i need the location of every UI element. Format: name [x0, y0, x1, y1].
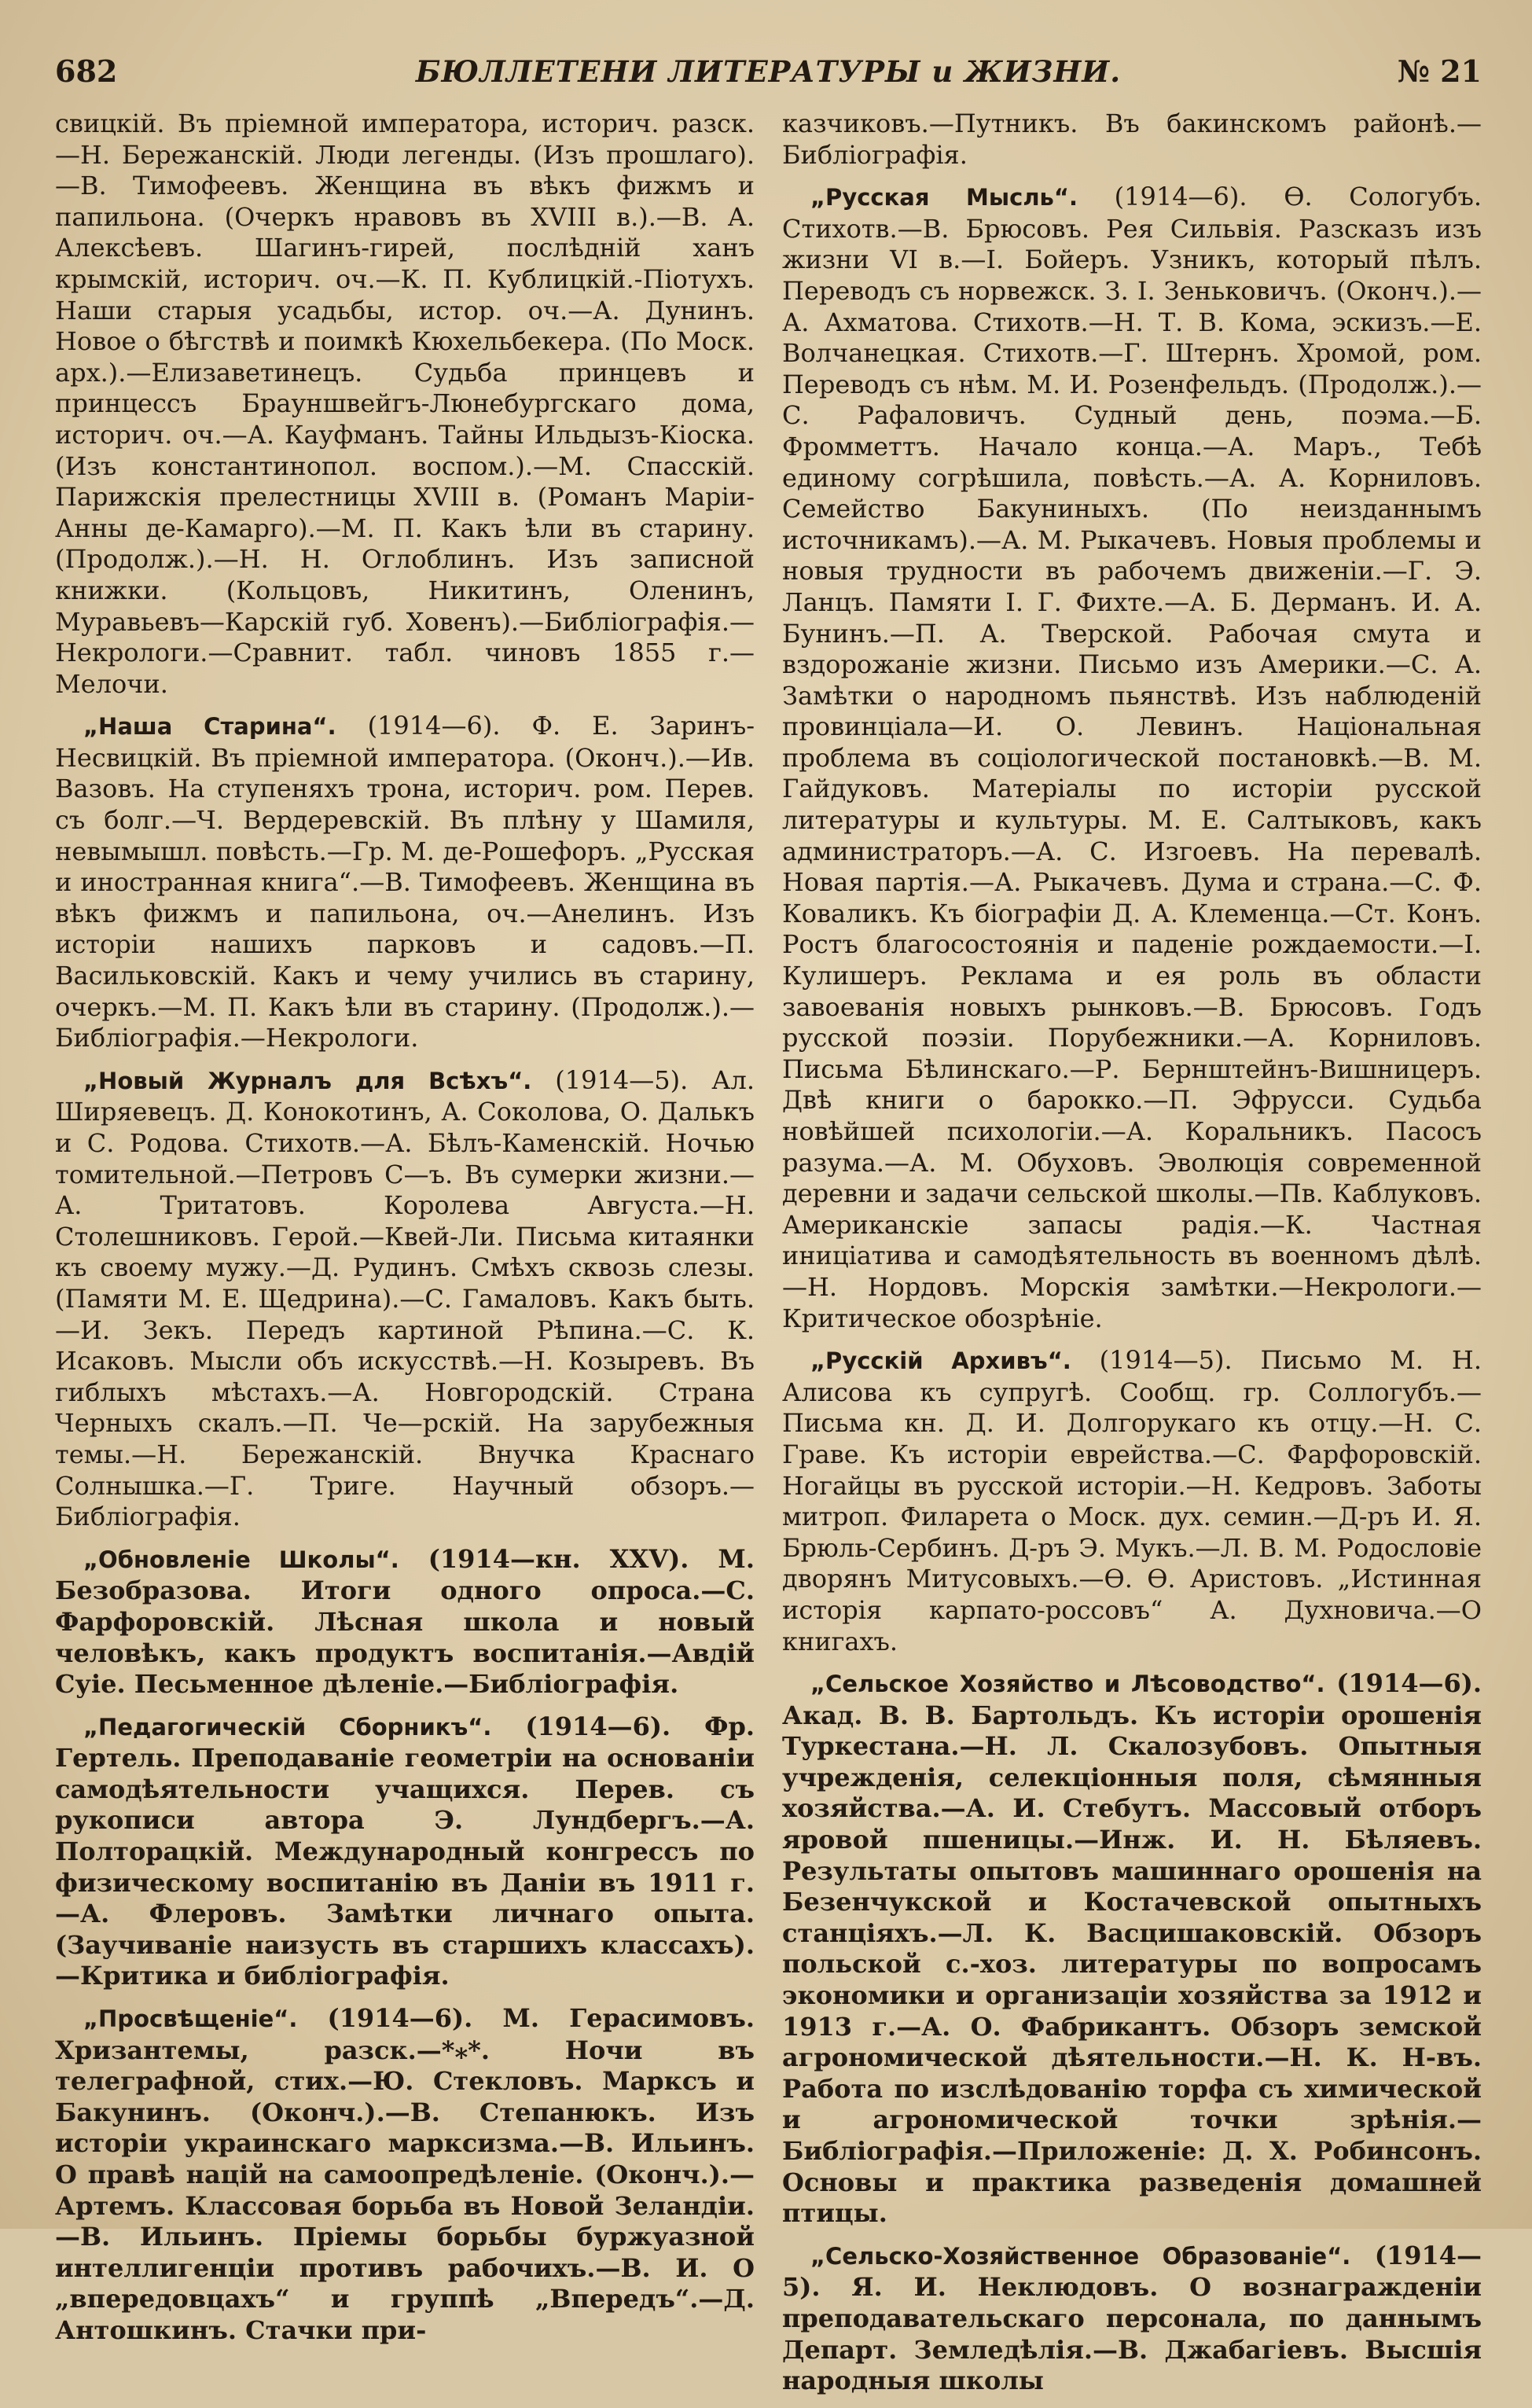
entry-pedagogicheskii-sbornik — [55, 1711, 755, 1992]
entry-continuation — [55, 108, 755, 700]
issue-number: № 21 — [1397, 53, 1482, 89]
entry-novyi-zhurnal — [55, 1065, 755, 1533]
journal-name: „Русская Мысль“. — [810, 184, 1078, 211]
entry-text: (1914—5). Я. И. Неклюдовъ. О вознагражденіи преподавательскаго персонала, по даннымъ Департ. Земледѣлія.—В. Джабагіевъ. Высшія народныя школы — [782, 2240, 1482, 2396]
journal-title: БЮЛЛЕТЕНИ ЛИТЕРАТУРЫ и ЖИЗНИ. — [415, 54, 1122, 89]
entry-text: (1914—6). Акад. В. В. Бартольдъ. Къ исторіи орошенія Туркестана.—Н. Л. Скалозубовъ. Опытныя учрежденія, селекціонныя поля, сѣмянныя хозяйства.—А. И. Стебутъ. Массовый отборъ яровой пшеницы.—Инж. И. Н. Бѣляевъ. Результаты опытовъ машиннаго орошенія на Безенчукской и Костачевской опытныхъ станціяхъ.—Л. К. Васцишаковскій. Обзоръ польской с.-хоз. литературы по вопросамъ экономики и организаціи хозяйства за 1912 и 1913 г.—А. О. Фабрикантъ. Обзоръ земской агрономической дѣятельности.—Н. К. Н-въ. Работа по изслѣдованію торфа съ химической и агрономической точки зрѣнія.—Библіографія.—Приложеніе: Д. Х. Робинсонъ. Основы и практика разведенія домашней птицы. — [782, 1668, 1482, 2229]
journal-name: „Наша Старина“. — [83, 713, 336, 741]
entry-text: (1914—6). М. Герасимовъ. Хризантемы, разск.—*⁎*. Ночи въ телеграфной, стих.—Ю. Стекловъ. Марксъ и Бакунинъ. (Оконч.).—В. Степанюкъ. Изъ исторіи украинскаго марксизма.—В. Ильинъ. О правѣ націй на самоопредѣленіе. (Оконч.).—Артемъ. Классовая борьба въ Новой Зеландіи.—В. Ильинъ. Пріемы борьбы буржуазной интеллигенціи противъ рабочихъ.—В. И. О „впередовцахъ“ и группѣ „Впередъ“.—Д. Антошкинъ. Стачки при- — [55, 2003, 755, 2345]
entry-text: (1914—6). Ѳ. Сологубъ. Стихотв.—В. Брюсовъ. Рея Сильвія. Разсказъ изъ жизни VI в.—І. Бойеръ. Узникъ, который пѣлъ. Переводъ съ норвежск. З. І. Зеньковичъ. (Оконч.).—А. Ахматова. Стихотв.—Н. Т. В. Кома, эскизъ.—Е. Волчанецкая. Стихотв.—Г. Штернъ. Хромой, ром. Переводъ съ нѣм. М. И. Розенфельдъ. (Продолж.).—С. Рафаловичъ. Судный день, поэма.—Б. Фромметтъ. Начало конца.—А. Маръ., Тебѣ единому согрѣшила, повѣсть.—А. А. Корниловъ. Семейство Бакуниныхъ. (По неизданнымъ источникамъ).—А. М. Рыкачевъ. Новыя проблемы и новыя трудности въ рабочемъ движеніи.—Г. Э. Ланцъ. Памяти І. Г. Фихте.—А. Б. Дерманъ. И. А. Бунинъ.—П. А. Тверской. Рабочая смута и вздорожаніе жизни. Письмо изъ Америки.—С. А. Замѣтки о народномъ пьянствѣ. Изъ наблюденій провинціала—И. О. Левинъ. Національная проблема въ соціологической постановкѣ.—В. М. Гайдуковъ. Матеріалы по исторіи русской литературы и культуры. М. Е. Салтыковъ, какъ администраторъ.—А. С. Изгоевъ. На перевалѣ. Новая партія.—А. Рыкачевъ. Дума и страна.—С. Ф. Коваликъ. Къ біографіи Д. А. Клеменца.—Ст. Конъ. Ростъ благосостоянія и паденіе рождаемости.—І. Кулишеръ. Реклама и ея роль въ области завоеванія новыхъ рынковъ.—В. Брюсовъ. Годъ русской поэзіи. Порубежники.—А. Корниловъ. Письма Бѣлинскаго.—Р. Бернштейнъ-Вишницеръ. Двѣ книги о барокко.—П. Эфрусси. Судьба новѣйшей психологіи.—А. Коральникъ. Пасосъ разума.—А. М. Обуховъ. Эволюція современной деревни и задачи сельской школы.—Пв. Каблуковъ. Американскіе запасы радія.—К. Частная иниціатива и самодѣятельность въ военномъ дѣлѣ.—Н. Нордовъ. Морскія замѣтки.—Некрологи.—Критическое обозрѣніе. — [782, 182, 1482, 1333]
journal-name: „Новый Журналъ для Всѣхъ“. — [83, 1067, 532, 1094]
entry-text: (1914—6). Ф. Е. Заринъ-Несвицкій. Въ пріемной императора. (Оконч.).—Ив. Вазовъ. На ступеняхъ трона, историч. ром. Перев. съ болг.—Ч. Вердеревскій. Въ плѣну у Шамиля, невымышл. повѣсть.—Гр. М. де-Рошефоръ. „Русская и иностранная книга“.—В. Тимофеевъ. Женщина въ вѣкъ фижмъ и папильона, оч.—Анелинъ. Изъ исторіи нашихъ парковъ и садовъ.—П. Васильковскій. Какъ и чему учились въ старину, очеркъ.—М. П. Какъ ѣли въ старину. (Продолж.).—Библіографія.—Некрологи. — [55, 711, 755, 1053]
entry-text: (1914—5). Ал. Ширяевецъ. Д. Конокотинъ, А. Соколова, О. Далькъ и С. Родова. Стихотв.—А. Бѣлъ-Каменскій. Ночью томительной.—Петровъ С—ъ. Въ сумерки жизни.—А. Тритатовъ. Королева Августа.—Н. Столешниковъ. Герой.—Квей-Ли. Письма китаянки къ своему мужу.—Д. Рудинъ. Смѣхъ сквозь слезы. (Памяти М. Е. Щедрина).—С. Гамаловъ. Какъ быть.—И. Зекъ. Передъ картиной Рѣпина.—С. К. Исаковъ. Мысли объ искусствѣ.—Н. Козыревъ. Въ гиблыхъ мѣстахъ.—А. Новгородскій. Страна Черныхъ скалъ.—П. Че—рскій. На зарубежныя темы.—Н. Бережанскій. Внучка Краснаго Солнышка.—Г. Тригe. Научный обзоръ.—Библіографія. — [55, 1064, 755, 1532]
entry-text: (1914—6). Фр. Гертель. Преподаваніе геометріи на основаніи самодѣятельности учащихся. Перев. съ рукописи автора Э. Лундбергъ.—А. Полторацкій. Международный конгрессъ по физическому воспитанію въ Даніи въ 1911 г.—А. Флеровъ. Замѣтки личнаго опыта. (Заучиваніе наизусть въ старшихъ классахъ).—Критика и библіографія. — [55, 1711, 755, 1991]
journal-name: „Просвѣщеніе“. — [83, 2005, 298, 2033]
entry-russkaya-mysl — [782, 182, 1482, 1334]
entry-selskoe-khozyaistvo — [782, 1668, 1482, 2230]
journal-name: „Сельско-Хозяйственное Образованіе“. — [810, 2242, 1351, 2270]
left-column — [55, 108, 755, 2408]
entry-russkii-arkhiv — [782, 1345, 1482, 1657]
entry-text: (1914—5). Письмо М. Н. Алисова къ супругѣ. Сообщ. гр. Соллогубъ.—Письма кн. Д. И. Долгорукаго къ отцу.—Н. С. Граве. Къ исторіи еврейства.—С. Фарфоровскій. Ногайцы въ русской исторіи.—Н. Кедровъ. Заботы митроп. Филарета о Моск. дух. семин.—Д-ръ И. Я. Брюль-Сербинъ. Д-ръ Э. Мукъ.—Л. В. М. Родословіе дворянъ Митусовыхъ.—Ѳ. Ѳ. Аристовъ. „Истинная исторія карпато-россовъ“ А. Духновича.—О книгахъ. — [782, 1345, 1482, 1656]
page-number: 682 — [55, 53, 118, 89]
entry-obnovlenie-shkoly — [55, 1544, 755, 1700]
entry-text: (1914—кн. XXV). М. Безобразова. Итоги одного опроса.—С. Фарфоровскій. Лѣсная школа и новый человѣкъ, какъ продуктъ воспитанія.—Авдій Суіе. Песьменное дѣленіе.—Библіографія. — [55, 1543, 755, 1700]
entry-continuation — [782, 108, 1482, 171]
journal-name: „Обновленіе Школы“. — [83, 1546, 399, 1573]
journal-name: „Русскій Архивъ“. — [810, 1347, 1071, 1375]
right-column — [782, 108, 1482, 2408]
entry-nasha-starina — [55, 711, 755, 1054]
entry-prosveshchenie — [55, 2003, 755, 2347]
entry-selsko-khozyaistvennoe-obrazovanie — [782, 2241, 1482, 2397]
running-head — [55, 53, 1482, 104]
journal-name: „Сельское Хозяйство и Лѣсоводство“. — [810, 1671, 1325, 1698]
journal-name: „Педагогическій Сборникъ“. — [83, 1713, 492, 1741]
entry-text: казчиковъ.—Путникъ. Въ бакинскомъ районѣ.—Библіографія. — [782, 108, 1482, 170]
text-columns — [55, 108, 1482, 2408]
entry-text: свицкій. Въ пріемной императора, историч. разск.—Н. Бережанскій. Люди легенды. (Изъ прошлаго).—В. Тимофеевъ. Женщина въ вѣкъ фижмъ и папильона. (Очеркъ нравовъ въ XVIII в.).—В. А. Алексѣевъ. Шагинъ-гирей, послѣдній ханъ крымскій, историч. оч.—К. П. Кублицкій.-Піотухъ. Наши старыя усадьбы, истор. оч.—А. Дунинъ. Новое о бѣгствѣ и поимкѣ Кюхельбекера. (По Моск. арх.).—Елизаветинецъ. Судьба принцевъ и принцессъ Брауншвейгъ-Люнебургскаго дома, историч. оч.—А. Кауфманъ. Тайны Ильдызъ-Кіоска. (Изъ константинопол. воспом.).—М. Спасскій. Парижскія прелестницы XVIII в. (Романъ Маріи-Анны де-Камарго).—М. П. Какъ ѣли въ старину. (Продолж.).—Н. Н. Оглоблинъ. Изъ записной книжки. (Кольцовъ, Никитинъ, Оленинъ, Муравьевъ—Карскій губ. Ховенъ).—Библіографія.—Некрологи.—Сравнит. табл. чиновъ 1855 г.—Мелочи. — [55, 108, 755, 699]
